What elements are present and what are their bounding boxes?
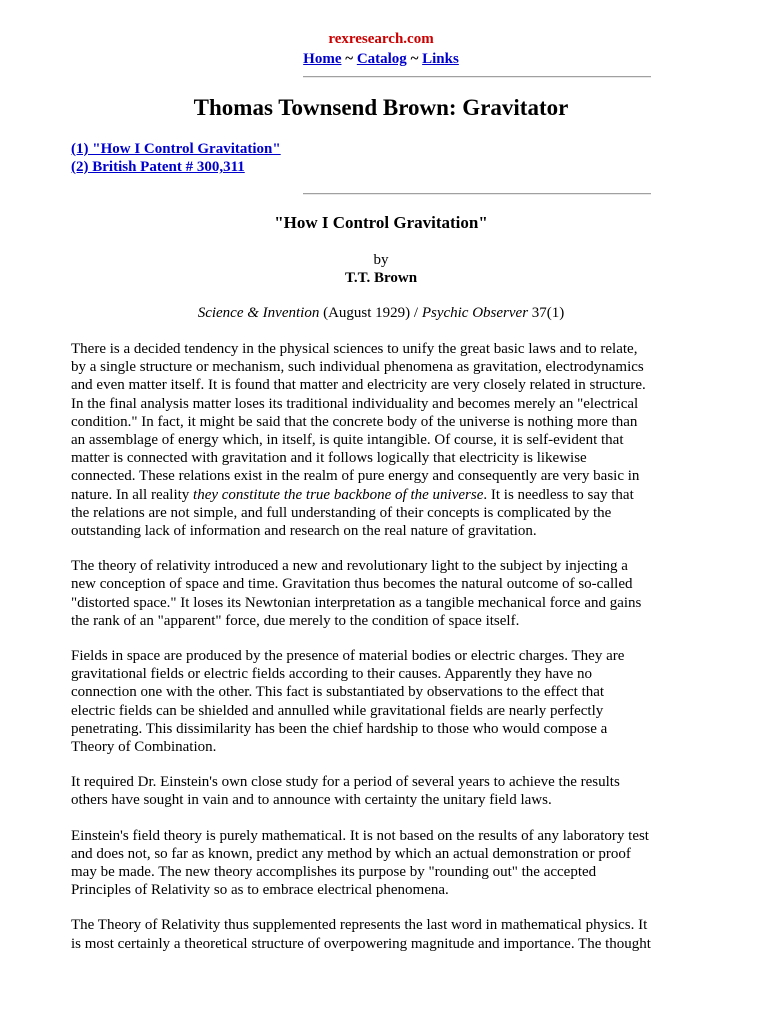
top-nav [71,49,691,69]
nav-link-links[interactable]: Links [422,51,459,67]
article-paragraph: Fields in space are produced by the presence of material bodies or electric charges. They are gravitational fields or electric fields according to their causes. Apparently they have no connection one with the other. This fact is substantiated by observations to the effect that electric fields can be shielded and annulled while gravitational fields are nearly perfectly penetrating. This dissimilarity has been the chief hardship to those who would compose a Theory of Combination. [71,648,625,756]
article-paragraph: The theory of relativity introduced a new and revolutionary light to the subject by injecting a new conception of space and time. Gravitation thus becomes the natural outcome of so-called "distorted space." It loses its Newtonian interpretation as a tangible mechanical force and gains the rank of an "apparent" force, due merely to the condition of space itself. [71,558,642,629]
page-title: Thomas Townsend Brown: Gravitator [193,95,569,120]
nav-separator: ~ [345,51,354,67]
paragraph-emphasis: they constitute the true backbone of the universe [193,486,484,503]
source-date: (August 1929) / [319,305,422,321]
source-issue: 37(1) [528,305,565,321]
nav-link-home[interactable]: Home [303,51,342,67]
toc-link-how-i-control-gravitation[interactable]: (1) "How I Control Gravitation" [71,141,281,157]
article-paragraph: It required Dr. Einstein's own close study for a period of several years to achieve the results others have sought in vain and to announce with certainty the unitary field laws. [71,774,620,809]
source-publication: Psychic Observer [421,305,529,321]
nav-link-catalog[interactable]: Catalog [356,51,407,67]
divider [303,76,651,78]
source-publication: Science & Invention [197,305,320,321]
article-author: T.T. Brown [344,270,418,286]
nav-separator: ~ [410,51,419,67]
article-source [71,304,691,322]
table-of-contents [71,140,281,176]
article-paragraph: The Theory of Relativity thus supplemented represents the last word in mathematical physics. It is most certainly a theoretical structure of overpowering magnitude and importance. The thought [71,917,651,952]
article-body [71,340,698,970]
site-name: rexresearch.com [328,31,434,47]
paragraph-text: . It is needless to say that the relations are not simple, and full understanding of their concepts is complicated by the outstanding lack of information and research on the real nature of gravitation. [71,486,634,540]
paragraph-text: There is a decided tendency in the physical sciences to unify the great basic laws and to relate, by a single structure or mechanism, such individual phenomena as gravitation, electrodynamics and even matter itself. It is found that matter and electricity are very closely related in structure. In the final analysis matter loses its traditional individuality and becomes merely an "electrical condition." In fact, it might be said that the concrete body of the universe is nothing more than an assemblage of energy which, in itself, is quite intangible. Of course, it is self-evident that matter is connected with gravitation and it follows logically that electricity is likewise connected. These relations exist in the realm of pure energy and consequently are very basic in nature. In all reality [71,341,646,503]
article-paragraph: Einstein's field theory is purely mathematical. It is not based on the results of any laboratory test and does not, so far as known, predict any method by which an actual demonstration or proof may be made. The new theory accomplishes its purpose by "rounding out" the accepted Principles of Relativity so as to embrace electrical phenomena. [71,827,649,899]
toc-link-british-patent[interactable]: (2) British Patent # 300,311 [71,159,245,175]
divider [303,193,651,195]
byline-by: by [373,252,389,268]
article-title: "How I Control Gravitation" [274,213,488,232]
article-paragraph [71,340,698,540]
